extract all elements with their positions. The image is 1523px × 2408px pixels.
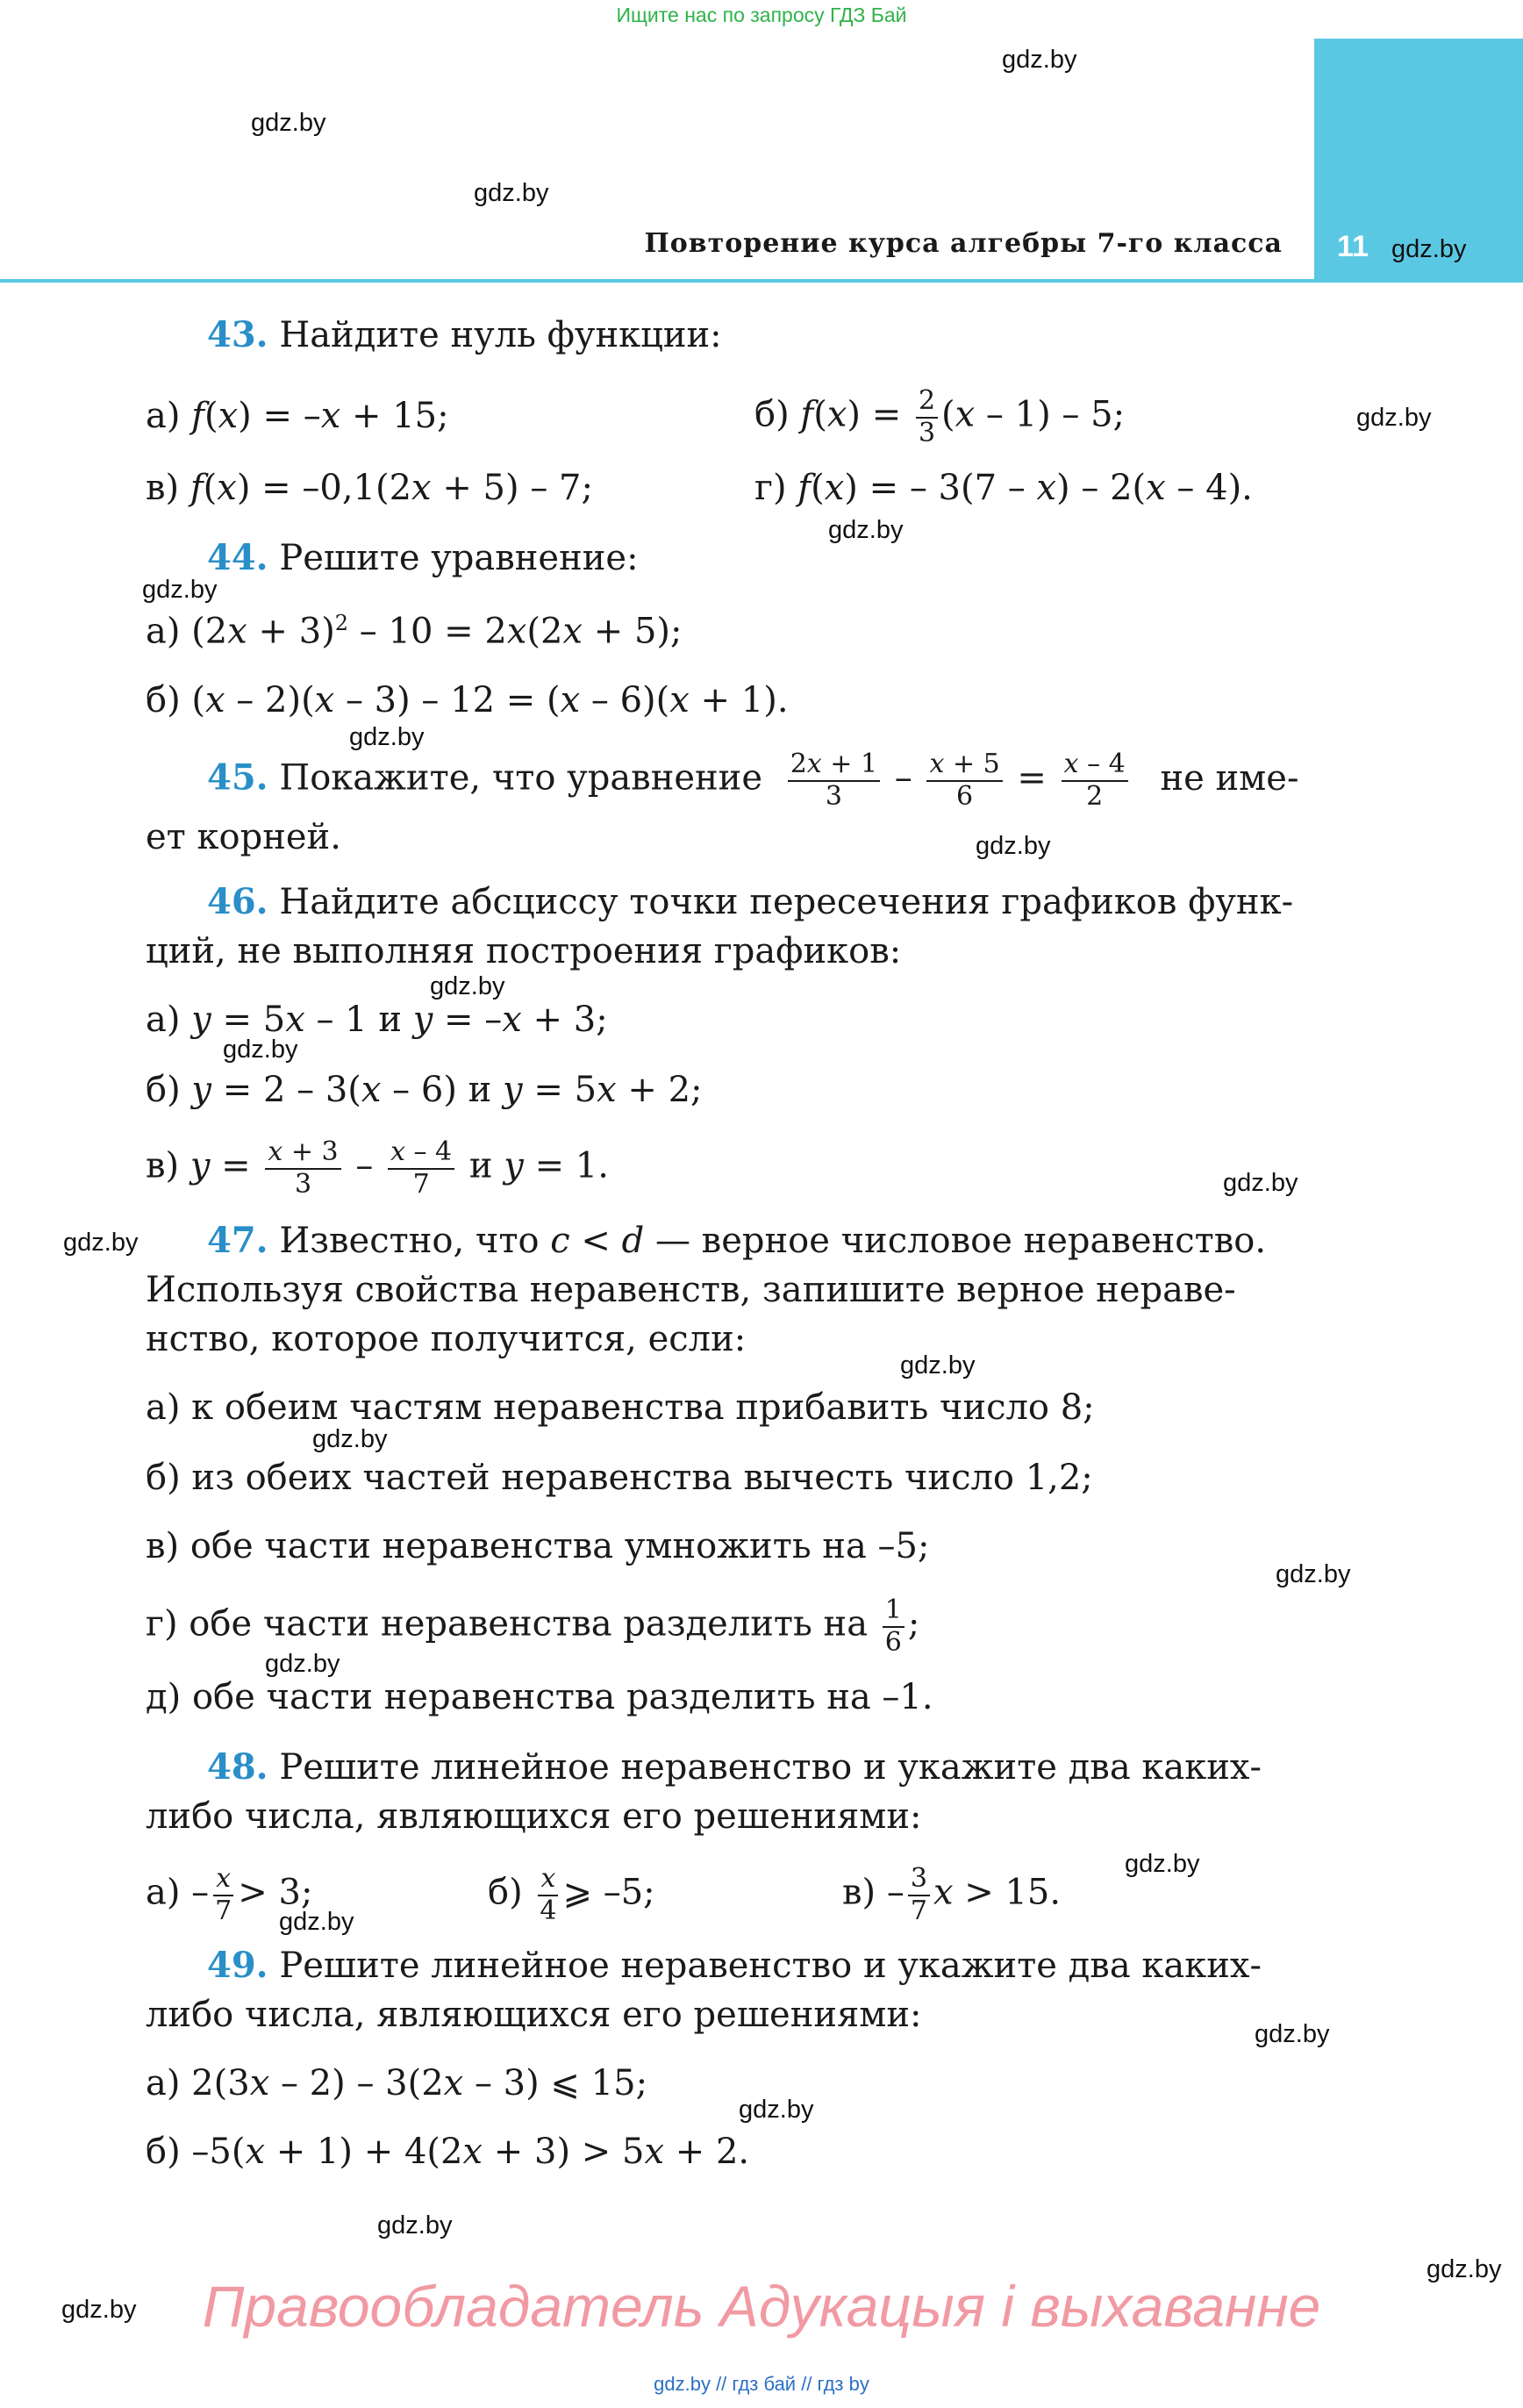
problem-44-a: а) $(2x + 3)^2 - 10 = 2x(2x + 5)$; [146, 611, 683, 652]
watermark: gdz.by [312, 1425, 388, 1453]
watermark: gdz.by [251, 109, 326, 137]
problem-46-b: б) y = 2 – 3(x – 6) и y = 5x + 2; [146, 1070, 703, 1110]
problem-46-line2: ций, не выполняя построения графиков: [146, 931, 902, 971]
watermark: gdz.by [1276, 1560, 1351, 1588]
problem-47-line1: 47. Известно, что c < d — верное числовое неравенство. [207, 1220, 1267, 1261]
problem-43-b: б) f(x) = $\frac{2}{3}$ (x – 1) – 5; [754, 385, 1126, 448]
watermark: gdz.by [976, 832, 1051, 860]
watermark: gdz.by [900, 1351, 976, 1380]
problem-47-v: в) обе части неравенства умножить на –5; [146, 1526, 930, 1566]
watermark: gdz.by [63, 1229, 139, 1257]
problem-47-d: д) обе части неравенства разделить на –1. [146, 1677, 933, 1717]
problem-43-v: в) f(x) = –0,1(2x + 5) – 7; [146, 468, 593, 508]
header-rule [0, 279, 1523, 283]
watermark: gdz.by [1426, 2255, 1502, 2283]
watermark: gdz.by [279, 1908, 354, 1936]
copyright-notice: Правообладатель Адукацыя і выхаванне [202, 2274, 1321, 2339]
problem-48-a: а) – $\frac{x}{7}$ > 3; [146, 1863, 313, 1926]
problem-49-line1: 49. Решите линейное неравенство и укажите два каких- [207, 1945, 1262, 1986]
problem-47-a: а) к обеим частям неравенства прибавить число 8; [146, 1387, 1095, 1428]
problem-45-line2: ет корней. [146, 817, 341, 857]
problem-48-v: в) – $\frac{3}{7}$ x > 15. [842, 1863, 1062, 1926]
header-title: Повторение курса алгебры 7-го класса [644, 228, 1283, 259]
problem-47-line2: Используя свойства неравенств, запишите верное нераве- [146, 1270, 1236, 1310]
problem-48-b: б) $\frac{x}{4}$ ⩾ –5; [488, 1863, 655, 1926]
watermark: gdz.by [1255, 2020, 1330, 2048]
problem-47-b: б) из обеих частей неравенства вычесть число 1,2; [146, 1458, 1093, 1498]
problem-43-g: г) f(x) = – 3(7 – x) – 2(x – 4). [754, 468, 1253, 508]
problem-46-v: в) y = $\frac{x + 3}{3}$ – $\frac{x - 4}{7}$ и y = 1. [146, 1136, 609, 1200]
watermark: gdz.by [828, 516, 904, 544]
problem-49-a: а) 2(3x – 2) – 3(2x – 3) ⩽ 15; [146, 2063, 648, 2103]
watermark: gdz.by [474, 179, 549, 207]
problem-44-heading: 44. Решите уравнение: [207, 537, 639, 578]
problem-49-b: б) –5(x + 1) + 4(2x + 3) > 5x + 2. [146, 2132, 750, 2172]
watermark: gdz.by [142, 576, 218, 604]
watermark: gdz.by [1356, 404, 1432, 432]
watermark: gdz.by [223, 1036, 298, 1064]
problem-45-line1: 45. Покажите, что уравнение $\frac{2x + 1}{3}$ – $\frac{x + 5}{6}$ = $\frac{x - 4}{2}$ не име- [207, 749, 1299, 812]
watermark: gdz.by [377, 2211, 453, 2240]
watermark: gdz.by [1223, 1169, 1298, 1197]
watermark: gdz.by [1125, 1850, 1200, 1878]
problem-49-line2: либо числа, являющихся его решениями: [146, 1995, 922, 2035]
problem-44-b: б) (x – 2)(x – 3) – 12 = (x – 6)(x + 1). [146, 680, 789, 720]
watermark: gdz.by [739, 2096, 814, 2124]
problem-46-a: а) y = 5x – 1 и y = –x + 3; [146, 1000, 608, 1040]
watermark: gdz.by [1002, 46, 1077, 74]
top-banner[interactable]: Ищите нас по запросу ГДЗ Бай [616, 4, 907, 26]
problem-43-heading: 43. Найдите нуль функции: [207, 314, 722, 355]
page-number: 11 [1337, 230, 1369, 263]
problem-48-line2: либо числа, являющихся его решениями: [146, 1796, 922, 1837]
problem-43-a: а) f(x) = –x + 15; [146, 396, 449, 436]
watermark: gdz.by [430, 972, 505, 1000]
problem-47-line3: нство, которое получится, если: [146, 1319, 747, 1359]
problem-47-g: г) обе части неравенства разделить на $\frac{1}{6}$ ; [146, 1595, 920, 1658]
watermark: gdz.by [61, 2296, 137, 2324]
problem-48-line1: 48. Решите линейное неравенство и укажите два каких- [207, 1746, 1262, 1788]
footer-links[interactable]: gdz.by // гдз бай // гдз by [654, 2373, 869, 2395]
watermark: gdz.by [349, 723, 425, 751]
watermark: gdz.by [265, 1650, 340, 1678]
problem-46-line1: 46. Найдите абсциссу точки пересечения графиков функ- [207, 881, 1294, 922]
watermark: gdz.by [1391, 235, 1467, 263]
